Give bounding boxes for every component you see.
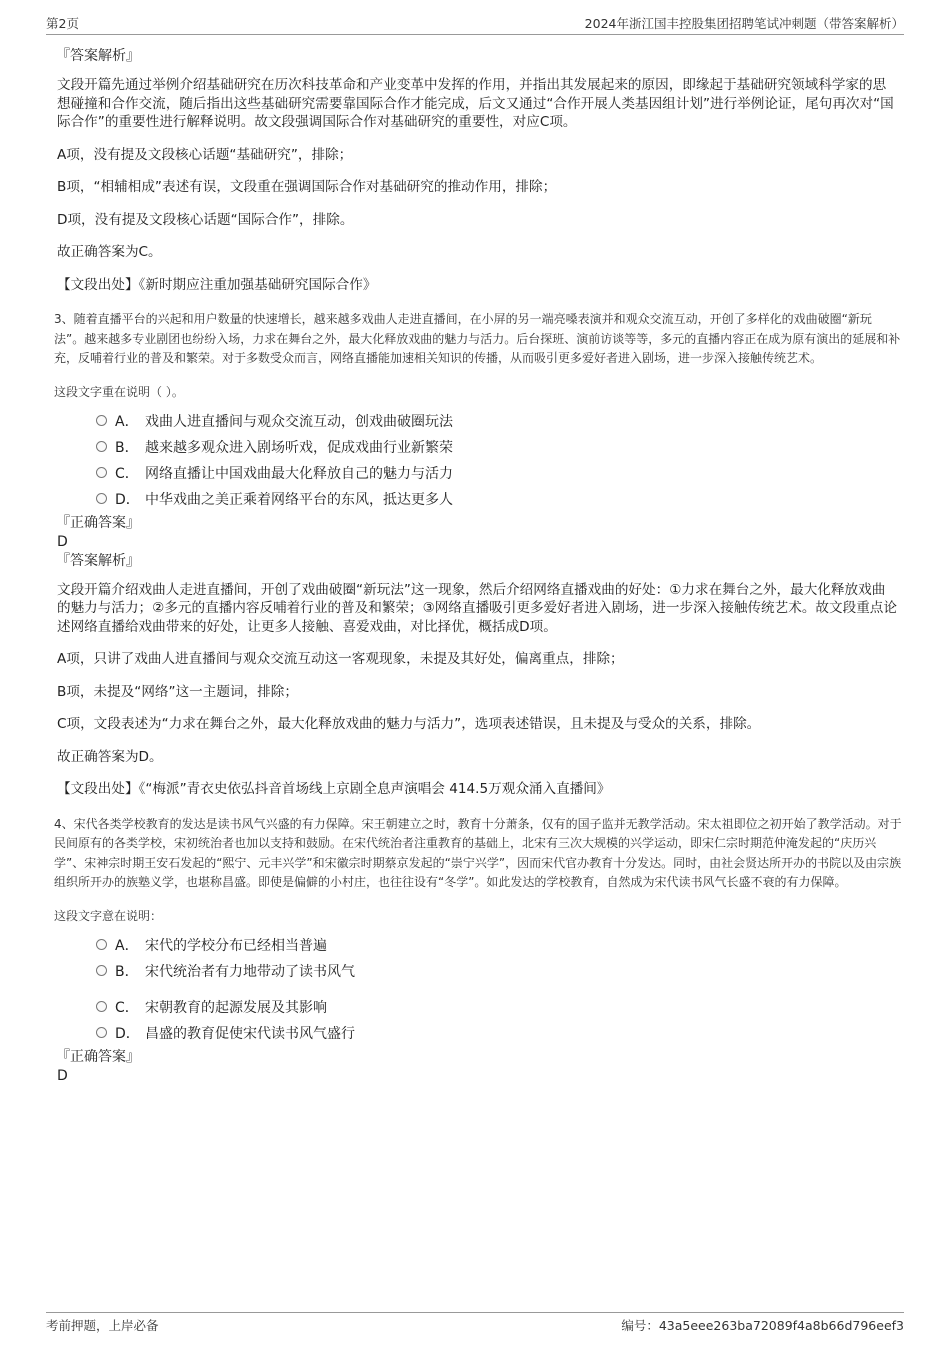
q4-option-d[interactable]: D． 昌盛的教育促使宋代读书风气盛行 — [96, 1021, 904, 1047]
radio-icon[interactable] — [96, 1027, 107, 1038]
page-header — [46, 14, 904, 35]
q3-options — [46, 409, 904, 513]
q4-question-text: 4、宋代各类学校教育的发达是读书风气兴盛的有力保障。宋王朝建立之时，教育十分萧条，仅有的国子监并无教学活动。宋太祖即位之初开始了教学活动。对于民间原有的各类学校，宋初统治者也加以支持和鼓励。在宋代统治者注重教育的基础上，北宋有三次大规模的兴学运动，即宋仁宗时期范仲淹发起的“庆历兴学”、宋神宗时期王安石发起的“熙宁、元丰兴学”和宋徽宗时期蔡京发起的“崇宁兴学”，因而宋代官办教育十分发达。同时，由社会贤达所开办的书院以及由宗族组织所开办的族塾义学，也堪称昌盛。即使是偏僻的小村庄，也往往设有“冬学”。如此发达的学校教育，自然成为宋代读书风气长盛不衰的有力保障。 — [54, 816, 902, 889]
q3-answer: D — [57, 533, 68, 550]
q2-analysis-b: B项，“相辅相成”表述有误，文段重在强调国际合作对基础研究的推动作用，排除； — [57, 179, 557, 195]
q3-prompt: 这段文字重在说明（ ）。 — [54, 384, 184, 399]
q3-option-d[interactable]: D． 中华戏曲之美正乘着网络平台的东风，抵达更多人 — [96, 487, 904, 513]
q4-options — [46, 933, 904, 1047]
footer-serial: 编号：43a5eee263ba72089f4a8b66d796eef3 — [621, 1318, 904, 1333]
q3-analysis-a: A项，只讲了戏曲人进直播间与观众交流互动这一客观现象，未提及其好处，偏离重点，排除； — [57, 651, 624, 667]
radio-icon[interactable] — [96, 1001, 107, 1012]
q3-option-b[interactable]: B． 越来越多观众进入剧场听戏，促成戏曲行业新繁荣 — [96, 435, 904, 461]
q2-analysis-label: 『答案解析』 — [56, 48, 140, 64]
q4-option-a[interactable]: A． 宋代的学校分布已经相当普遍 — [96, 933, 904, 959]
q4-option-c[interactable]: C． 宋朝教育的起源发展及其影响 — [96, 995, 904, 1021]
page-footer — [46, 1312, 904, 1335]
document-title: 2024年浙江国丰控股集团招聘笔试冲刺题（带答案解析） — [584, 16, 904, 31]
q4-prompt: 这段文字意在说明： — [54, 908, 163, 923]
radio-icon[interactable] — [96, 965, 107, 976]
q3-option-a[interactable]: A． 戏曲人进直播间与观众交流互动，创戏曲破圈玩法 — [96, 409, 904, 435]
footer-slogan: 考前押题，上岸必备 — [46, 1318, 159, 1333]
radio-icon[interactable] — [96, 467, 107, 478]
q2-analysis-d: D项，没有提及文段核心话题“国际合作”，排除。 — [57, 211, 354, 228]
q3-analysis-main: 文段开篇介绍戏曲人走进直播间，开创了戏曲破圈“新玩法”这一现象，然后介绍网络直播戏曲的好处：①力求在舞台之外，最大化释放戏曲的魅力与活力；②多元的直播内容反哺着行业的普及和繁荣；③网络直播吸引更多爱好者进入剧场，进一步深入接触传统艺术。故文段重点论述网络直播给戏曲带来的好处，让更多人接触、喜爱戏曲，对比择优，概括成D项。 — [57, 581, 897, 635]
q3-analysis-c: C项，文段表述为“力求在舞台之外，最大化释放戏曲的魅力与活力”，选项表述错误，且未提及与受众的关系，排除。 — [57, 716, 761, 732]
q4-answer: D — [57, 1067, 68, 1084]
q3-option-c[interactable]: C． 网络直播让中国戏曲最大化释放自己的魅力与活力 — [96, 461, 904, 487]
q2-conclusion: 故正确答案为C。 — [57, 244, 162, 260]
q3-analysis-b: B项，未提及“网络”这一主题词，排除； — [57, 683, 298, 700]
q4-answer-label: 『正确答案』 — [56, 1048, 140, 1065]
q4-option-b[interactable]: B． 宋代统治者有力地带动了读书风气 — [96, 959, 904, 985]
q2-source: 【文段出处】《新时期应注重加强基础研究国际合作》 — [57, 276, 377, 293]
q3-source: 【文段出处】《“梅派”青衣史依弘抖音首场线上京剧全息声演唱会 414.5万观众涌入直播间》 — [57, 781, 611, 797]
page-number: 第2页 — [46, 16, 79, 31]
radio-icon[interactable] — [96, 939, 107, 950]
q3-question-text: 3、随着直播平台的兴起和用户数量的快速增长，越来越多戏曲人走进直播间，在小屏的另一端亮嗓表演并和观众交流互动，开创了多样化的戏曲破圈“新玩法”。越来越多专业剧团也纷纷入场，力求在舞台之外，最大化释放戏曲的魅力与活力。后台探班、演前访谈等等，多元的直播内容正在成为原有演出的延展和补充，反哺着行业的普及和繁荣。对于多数受众而言，网络直播能加速相关知识的传播，从而吸引更多爱好者进入剧场，进一步深入接触传统艺术。 — [54, 312, 901, 365]
radio-icon[interactable] — [96, 415, 107, 426]
q3-analysis-label: 『答案解析』 — [56, 552, 140, 569]
radio-icon[interactable] — [96, 441, 107, 452]
q3-answer-label: 『正确答案』 — [56, 514, 140, 531]
q2-analysis-main: 文段开篇先通过举例介绍基础研究在历次科技革命和产业变革中发挥的作用，并指出其发展起来的原因，即缘起于基础研究领域科学家的思想碰撞和合作交流，随后指出这些基础研究需要靠国际合作才能完成，后文又通过“合作开展人类基因组计划”进行举例论证，尾句再次对“国际合作”的重要性进行解释说明。故文段强调国际合作对基础研究的重要性，对应C项。 — [57, 77, 894, 130]
page-content — [46, 46, 904, 1085]
q3-conclusion: 故正确答案为D。 — [57, 748, 163, 765]
q2-analysis-a: A项，没有提及文段核心话题“基础研究”，排除； — [57, 146, 353, 163]
radio-icon[interactable] — [96, 493, 107, 504]
